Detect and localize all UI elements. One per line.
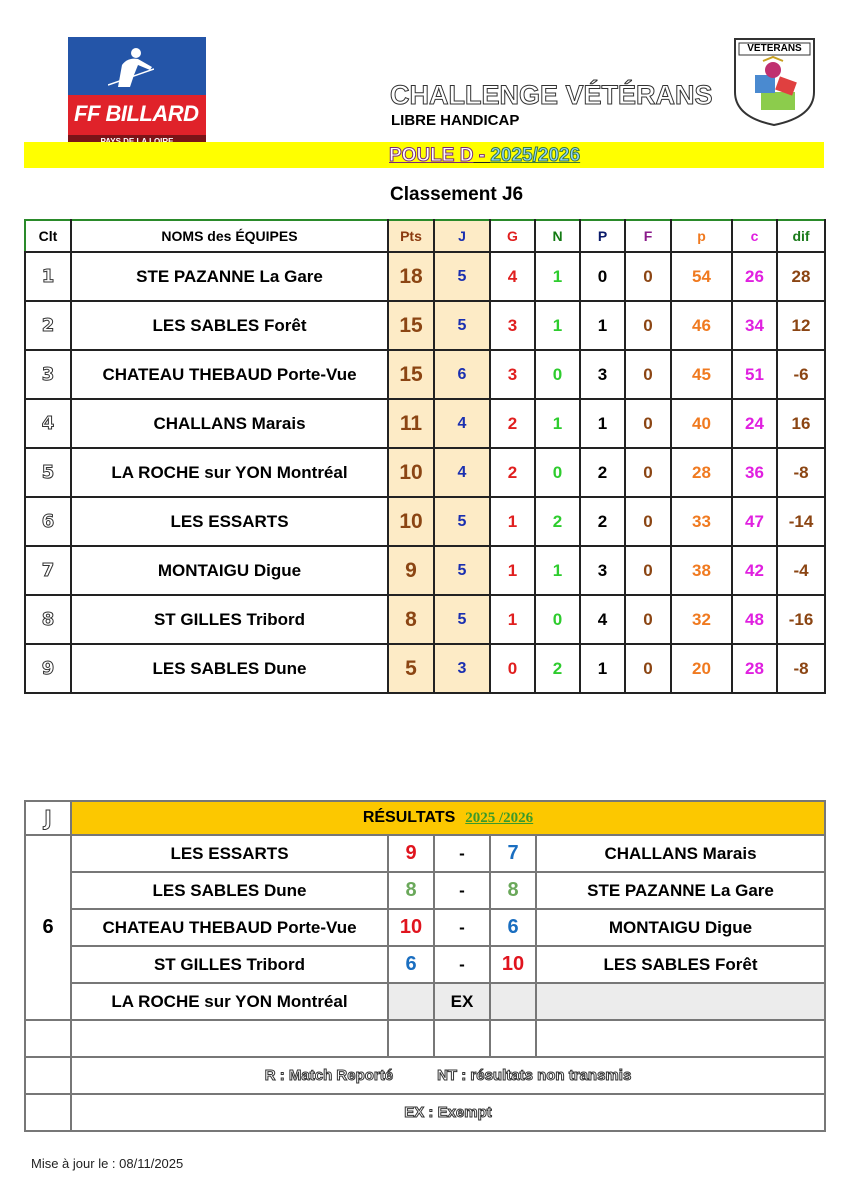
- standing-points-against: 42: [732, 546, 777, 595]
- standings-row: [25, 546, 825, 595]
- col-header-g: G: [490, 220, 535, 252]
- standing-team-name: STE PAZANNE La Gare: [71, 252, 388, 301]
- col-header-clt: Clt: [25, 220, 71, 252]
- match-home-team: LES ESSARTS: [71, 835, 388, 872]
- standing-points-for: 38: [671, 546, 732, 595]
- standing-points-against: 47: [732, 497, 777, 546]
- match-score-separator: -: [434, 909, 490, 946]
- standing-drawn: 1: [535, 252, 580, 301]
- match-away-team: LES SABLES Forêt: [536, 946, 825, 983]
- standing-forfeit: 0: [625, 595, 671, 644]
- empty-cell: [25, 1057, 71, 1094]
- match-away-team: STE PAZANNE La Gare: [536, 872, 825, 909]
- standing-points-against: 26: [732, 252, 777, 301]
- standing-points-against: 51: [732, 350, 777, 399]
- standing-forfeit: 0: [625, 399, 671, 448]
- standing-played: 5: [434, 595, 490, 644]
- billiard-player-icon: [108, 47, 154, 87]
- standing-won: 3: [490, 301, 535, 350]
- legend-row: [25, 1057, 825, 1094]
- empty-cell: [536, 1020, 825, 1057]
- standing-won: 1: [490, 497, 535, 546]
- standings-row: [25, 644, 825, 693]
- standing-drawn: 2: [535, 644, 580, 693]
- page-subtitle: LIBRE HANDICAP: [391, 112, 520, 129]
- standing-points: 10: [388, 448, 434, 497]
- legend-codes: [71, 1057, 825, 1094]
- results-title-text: RÉSULTATS: [362, 809, 456, 826]
- standing-points-against: 24: [732, 399, 777, 448]
- standing-points-for: 28: [671, 448, 732, 497]
- standing-forfeit: 0: [625, 252, 671, 301]
- standing-played: 5: [434, 301, 490, 350]
- standing-forfeit: 0: [625, 644, 671, 693]
- standing-drawn: 1: [535, 301, 580, 350]
- standing-difference: -16: [777, 595, 825, 644]
- round-number: 6: [25, 835, 71, 1020]
- standing-points-for: 54: [671, 252, 732, 301]
- col-header-n: N: [535, 220, 580, 252]
- match-home-score: 8: [388, 872, 434, 909]
- legend-exempt: EX : Exempt: [71, 1094, 825, 1131]
- standing-drawn: 2: [535, 497, 580, 546]
- standings-row: [25, 497, 825, 546]
- empty-cell: [388, 983, 434, 1020]
- standing-points-for: 45: [671, 350, 732, 399]
- match-score-separator: -: [434, 835, 490, 872]
- standings-row: [25, 448, 825, 497]
- standing-forfeit: 0: [625, 448, 671, 497]
- standing-lost: 2: [580, 448, 625, 497]
- empty-cell: [25, 1094, 71, 1131]
- season-label: 2025/2026: [490, 145, 581, 166]
- standing-points: 11: [388, 399, 434, 448]
- standing-drawn: 1: [535, 546, 580, 595]
- standing-won: 3: [490, 350, 535, 399]
- match-home-team: LES SABLES Dune: [71, 872, 388, 909]
- standing-difference: -8: [777, 448, 825, 497]
- standing-lost: 1: [580, 301, 625, 350]
- standing-team-name: CHALLANS Marais: [71, 399, 388, 448]
- match-home-team: CHATEAU THEBAUD Porte-Vue: [71, 909, 388, 946]
- standing-team-name: CHATEAU THEBAUD Porte-Vue: [71, 350, 388, 399]
- exempt-mark: EX: [434, 983, 490, 1020]
- standing-played: 5: [434, 497, 490, 546]
- col-header-dif: dif: [777, 220, 825, 252]
- standing-lost: 1: [580, 644, 625, 693]
- standing-won: 2: [490, 448, 535, 497]
- col-header-points-for: p: [671, 220, 732, 252]
- col-header-f: F: [625, 220, 671, 252]
- standing-won: 1: [490, 595, 535, 644]
- standing-lost: 3: [580, 546, 625, 595]
- standing-drawn: 0: [535, 448, 580, 497]
- match-away-score: 8: [490, 872, 536, 909]
- standing-forfeit: 0: [625, 301, 671, 350]
- standing-difference: 16: [777, 399, 825, 448]
- empty-cell: [25, 1020, 71, 1057]
- standing-points-for: 33: [671, 497, 732, 546]
- standing-difference: 28: [777, 252, 825, 301]
- standing-played: 6: [434, 350, 490, 399]
- standing-rank: 5: [25, 448, 71, 497]
- standing-points: 5: [388, 644, 434, 693]
- standing-team-name: LES SABLES Dune: [71, 644, 388, 693]
- empty-cell: [388, 1020, 434, 1057]
- match-away-score: 7: [490, 835, 536, 872]
- standing-difference: -14: [777, 497, 825, 546]
- standing-difference: -8: [777, 644, 825, 693]
- standing-forfeit: 0: [625, 350, 671, 399]
- legend-non-transmis: NT : résultats non transmis: [437, 1067, 632, 1084]
- empty-cell: [536, 983, 825, 1020]
- standing-points-against: 28: [732, 644, 777, 693]
- standing-team-name: MONTAIGU Digue: [71, 546, 388, 595]
- standing-points-against: 48: [732, 595, 777, 644]
- poule-separator: -: [473, 145, 491, 166]
- standing-lost: 2: [580, 497, 625, 546]
- standing-points: 9: [388, 546, 434, 595]
- match-away-team: MONTAIGU Digue: [536, 909, 825, 946]
- standing-points: 10: [388, 497, 434, 546]
- standing-lost: 4: [580, 595, 625, 644]
- standing-won: 1: [490, 546, 535, 595]
- results-header-row: [25, 801, 825, 835]
- standing-rank: 8: [25, 595, 71, 644]
- standings-row: [25, 301, 825, 350]
- standing-team-name: LES SABLES Forêt: [71, 301, 388, 350]
- match-away-score: 10: [490, 946, 536, 983]
- standing-won: 2: [490, 399, 535, 448]
- match-row: [25, 909, 825, 946]
- standing-rank: 9: [25, 644, 71, 693]
- col-header-j: J: [434, 220, 490, 252]
- results-title: [71, 801, 825, 835]
- poule-heading: [389, 145, 580, 167]
- match-row: [25, 872, 825, 909]
- logo-brand-text: FF BILLARD: [74, 101, 199, 126]
- standings-row: [25, 252, 825, 301]
- standing-points: 15: [388, 301, 434, 350]
- standing-drawn: 1: [535, 399, 580, 448]
- standing-rank: 7: [25, 546, 71, 595]
- empty-cell: [490, 1020, 536, 1057]
- standing-difference: -6: [777, 350, 825, 399]
- col-header-p: P: [580, 220, 625, 252]
- match-home-score: 9: [388, 835, 434, 872]
- veterans-logo-label: VETERANS: [747, 43, 802, 54]
- col-header-team: NOMS des ÉQUIPES: [71, 220, 388, 252]
- results-table: [24, 800, 826, 1132]
- standing-points-for: 32: [671, 595, 732, 644]
- standing-drawn: 0: [535, 350, 580, 399]
- standing-won: 4: [490, 252, 535, 301]
- blank-row: [25, 1020, 825, 1057]
- match-away-team: CHALLANS Marais: [536, 835, 825, 872]
- col-header-points-against: c: [732, 220, 777, 252]
- results-j-header: J: [25, 801, 71, 835]
- veterans-crest-logo: [733, 37, 816, 127]
- legend-row: [25, 1094, 825, 1131]
- match-home-team: ST GILLES Tribord: [71, 946, 388, 983]
- standing-lost: 3: [580, 350, 625, 399]
- standing-played: 5: [434, 546, 490, 595]
- standing-team-name: ST GILLES Tribord: [71, 595, 388, 644]
- standing-rank: 1: [25, 252, 71, 301]
- legend-reporte: R : Match Reporté: [264, 1067, 394, 1084]
- match-away-score: 6: [490, 909, 536, 946]
- standing-forfeit: 0: [625, 546, 671, 595]
- standing-points: 8: [388, 595, 434, 644]
- standings-table: [24, 219, 826, 694]
- exempt-team: LA ROCHE sur YON Montréal: [71, 983, 388, 1020]
- standing-points: 15: [388, 350, 434, 399]
- standings-row: [25, 399, 825, 448]
- standing-points-for: 46: [671, 301, 732, 350]
- standing-played: 3: [434, 644, 490, 693]
- match-row: [25, 835, 825, 872]
- standing-played: 5: [434, 252, 490, 301]
- empty-cell: [71, 1020, 388, 1057]
- standing-forfeit: 0: [625, 497, 671, 546]
- standing-lost: 1: [580, 399, 625, 448]
- standing-played: 4: [434, 448, 490, 497]
- standing-team-name: LES ESSARTS: [71, 497, 388, 546]
- results-season-overlay: 2025 /2026: [465, 810, 534, 826]
- standing-points-against: 34: [732, 301, 777, 350]
- ff-billard-logo: [68, 37, 206, 149]
- standing-points-against: 36: [732, 448, 777, 497]
- match-home-score: 10: [388, 909, 434, 946]
- exempt-row: [25, 983, 825, 1020]
- standing-points-for: 40: [671, 399, 732, 448]
- standing-rank: 2: [25, 301, 71, 350]
- standing-won: 0: [490, 644, 535, 693]
- standing-played: 4: [434, 399, 490, 448]
- match-row: [25, 946, 825, 983]
- match-score-separator: -: [434, 872, 490, 909]
- standing-rank: 3: [25, 350, 71, 399]
- standing-team-name: LA ROCHE sur YON Montréal: [71, 448, 388, 497]
- standing-drawn: 0: [535, 595, 580, 644]
- standing-points-for: 20: [671, 644, 732, 693]
- standing-rank: 6: [25, 497, 71, 546]
- standing-difference: -4: [777, 546, 825, 595]
- empty-cell: [490, 983, 536, 1020]
- standing-points: 18: [388, 252, 434, 301]
- standings-row: [25, 595, 825, 644]
- page-title: CHALLENGE VÉTÉRANS: [390, 80, 713, 110]
- empty-cell: [434, 1020, 490, 1057]
- classement-heading: Classement J6: [390, 184, 524, 205]
- last-updated: Mise à jour le : 08/11/2025: [31, 1156, 184, 1171]
- standing-lost: 0: [580, 252, 625, 301]
- match-home-score: 6: [388, 946, 434, 983]
- standing-difference: 12: [777, 301, 825, 350]
- col-header-pts: Pts: [388, 220, 434, 252]
- standings-row: [25, 350, 825, 399]
- match-score-separator: -: [434, 946, 490, 983]
- standings-header-row: [25, 220, 825, 252]
- standing-rank: 4: [25, 399, 71, 448]
- poule-label: POULE D: [389, 145, 474, 166]
